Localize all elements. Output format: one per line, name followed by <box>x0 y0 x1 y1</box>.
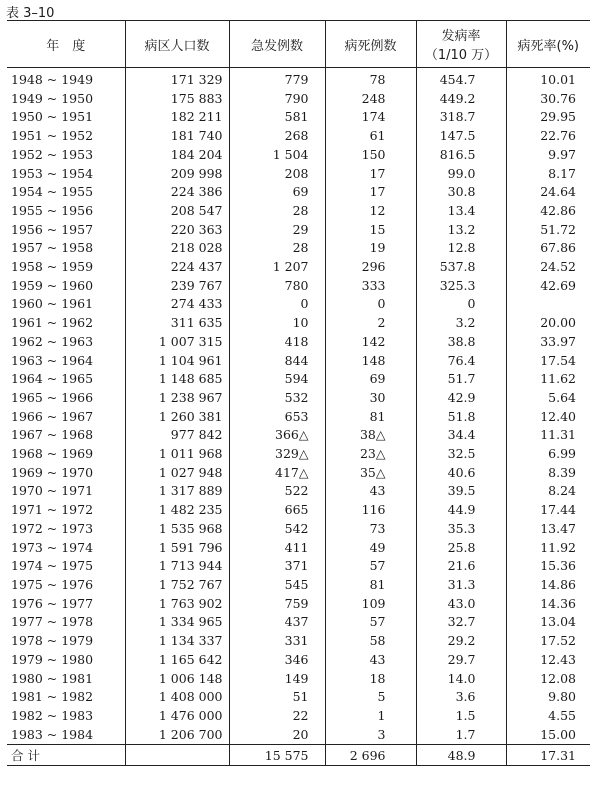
table-row <box>7 576 590 595</box>
table-row <box>7 632 590 651</box>
cell-fatality: 67.86 <box>506 239 590 258</box>
table-row <box>7 651 590 670</box>
cell-year: 1980 ~ 1981 <box>11 670 94 686</box>
cell-acute-cases: 10 <box>229 314 325 333</box>
cell-year: 1972 ~ 1973 <box>11 520 94 536</box>
cell-incidence: 38.8 <box>416 333 506 352</box>
cell-population: 182 211 <box>125 108 229 127</box>
cell-year: 1955 ~ 1956 <box>11 202 94 218</box>
cell-fatality: 51.72 <box>506 221 590 240</box>
cell-population: 1 482 235 <box>125 501 229 520</box>
cell-year: 1965 ~ 1966 <box>11 389 94 405</box>
cell-fatality: 20.00 <box>506 314 590 333</box>
cell-deaths: 12 <box>325 202 416 221</box>
cell-year: 1952 ~ 1953 <box>11 146 94 162</box>
cell-incidence: 76.4 <box>416 352 506 371</box>
total-population <box>125 745 229 766</box>
cell-incidence: 21.6 <box>416 557 506 576</box>
cell-acute-cases: 437 <box>229 613 325 632</box>
cell-population: 218 028 <box>125 239 229 258</box>
table-row <box>7 221 590 240</box>
cell-deaths: 116 <box>325 501 416 520</box>
cell-year: 1974 ~ 1975 <box>11 558 94 574</box>
cell-population: 1 535 968 <box>125 520 229 539</box>
cell-deaths: 17 <box>325 183 416 202</box>
cell-fatality: 14.36 <box>506 595 590 614</box>
total-label: 合 计 <box>7 745 125 766</box>
table-row <box>7 539 590 558</box>
table-row <box>7 445 590 464</box>
cell-population: 184 204 <box>125 146 229 165</box>
cell-deaths: 1 <box>325 707 416 726</box>
cell-incidence: 14.0 <box>416 670 506 689</box>
cell-fatality: 12.08 <box>506 670 590 689</box>
cell-acute-cases: 790 <box>229 90 325 109</box>
cell-acute-cases: 149 <box>229 670 325 689</box>
cell-year: 1967 ~ 1968 <box>11 427 94 443</box>
cell-incidence: 51.8 <box>416 408 506 427</box>
cell-fatality: 33.97 <box>506 333 590 352</box>
cell-deaths: 174 <box>325 108 416 127</box>
cell-incidence: 454.7 <box>416 68 506 90</box>
cell-population: 1 334 965 <box>125 613 229 632</box>
table-row <box>7 482 590 501</box>
cell-acute-cases: 653 <box>229 408 325 427</box>
cell-acute-cases: 28 <box>229 202 325 221</box>
cell-deaths: 81 <box>325 576 416 595</box>
cell-deaths: 18 <box>325 670 416 689</box>
table-row <box>7 314 590 333</box>
cell-incidence: 147.5 <box>416 127 506 146</box>
table-row <box>7 426 590 445</box>
cell-incidence: 29.7 <box>416 651 506 670</box>
cell-deaths: 333 <box>325 277 416 296</box>
cell-fatality: 30.76 <box>506 90 590 109</box>
cell-acute-cases: 329△ <box>229 445 325 464</box>
cell-population: 1 104 961 <box>125 352 229 371</box>
table-row <box>7 333 590 352</box>
cell-incidence: 1.7 <box>416 726 506 745</box>
cell-population: 224 437 <box>125 258 229 277</box>
cell-population: 1 165 642 <box>125 651 229 670</box>
cell-year: 1948 ~ 1949 <box>11 72 94 87</box>
table-row <box>7 726 590 745</box>
cell-population: 1 006 148 <box>125 670 229 689</box>
cell-population: 1 260 381 <box>125 408 229 427</box>
cell-year: 1954 ~ 1955 <box>11 184 94 200</box>
cell-year: 1962 ~ 1963 <box>11 333 94 349</box>
cell-year: 1978 ~ 1979 <box>11 633 94 649</box>
table-row <box>7 370 590 389</box>
cell-deaths: 78 <box>325 68 416 90</box>
cell-acute-cases: 545 <box>229 576 325 595</box>
cell-acute-cases: 366△ <box>229 426 325 445</box>
table-row <box>7 146 590 165</box>
cell-incidence: 13.2 <box>416 221 506 240</box>
cell-acute-cases: 28 <box>229 239 325 258</box>
total-acute-cases: 15 575 <box>229 745 325 766</box>
cell-year: 1966 ~ 1967 <box>11 408 94 424</box>
disease-statistics-table <box>7 20 590 766</box>
total-fatality: 17.31 <box>506 745 590 766</box>
cell-year: 1970 ~ 1971 <box>11 483 94 499</box>
cell-population: 1 713 944 <box>125 557 229 576</box>
cell-fatality: 11.62 <box>506 370 590 389</box>
cell-population: 1 134 337 <box>125 632 229 651</box>
cell-fatality: 15.36 <box>506 557 590 576</box>
cell-incidence: 51.7 <box>416 370 506 389</box>
table-row <box>7 557 590 576</box>
cell-fatality: 24.64 <box>506 183 590 202</box>
cell-incidence: 29.2 <box>416 632 506 651</box>
table-row <box>7 258 590 277</box>
cell-acute-cases: 51 <box>229 688 325 707</box>
cell-incidence: 3.2 <box>416 314 506 333</box>
cell-fatality: 13.47 <box>506 520 590 539</box>
cell-population: 239 767 <box>125 277 229 296</box>
cell-year: 1953 ~ 1954 <box>11 165 94 181</box>
cell-incidence: 13.4 <box>416 202 506 221</box>
cell-deaths: 61 <box>325 127 416 146</box>
cell-incidence: 1.5 <box>416 707 506 726</box>
cell-acute-cases: 29 <box>229 221 325 240</box>
cell-deaths: 49 <box>325 539 416 558</box>
cell-year: 1983 ~ 1984 <box>11 726 94 742</box>
cell-incidence: 35.3 <box>416 520 506 539</box>
cell-population: 209 998 <box>125 165 229 184</box>
cell-deaths: 15 <box>325 221 416 240</box>
cell-population: 1 238 967 <box>125 389 229 408</box>
table-caption: 表 3–10 <box>6 6 55 21</box>
cell-incidence: 34.4 <box>416 426 506 445</box>
header-population: 病区人口数 <box>125 21 229 68</box>
table-row <box>7 688 590 707</box>
cell-population: 977 842 <box>125 426 229 445</box>
table-row <box>7 165 590 184</box>
cell-incidence: 0 <box>416 295 506 314</box>
table-row <box>7 464 590 483</box>
cell-incidence: 99.0 <box>416 165 506 184</box>
table-row <box>7 183 590 202</box>
cell-deaths: 73 <box>325 520 416 539</box>
table-row <box>7 127 590 146</box>
cell-fatality: 14.86 <box>506 576 590 595</box>
cell-fatality: 8.24 <box>506 482 590 501</box>
cell-incidence: 40.6 <box>416 464 506 483</box>
header-acute-cases: 急发例数 <box>229 21 325 68</box>
cell-incidence: 537.8 <box>416 258 506 277</box>
cell-fatality: 42.86 <box>506 202 590 221</box>
cell-deaths: 58 <box>325 632 416 651</box>
cell-population: 1 206 700 <box>125 726 229 745</box>
cell-fatality: 12.43 <box>506 651 590 670</box>
table-row <box>7 202 590 221</box>
cell-acute-cases: 844 <box>229 352 325 371</box>
cell-deaths: 38△ <box>325 426 416 445</box>
cell-population: 311 635 <box>125 314 229 333</box>
cell-deaths: 150 <box>325 146 416 165</box>
cell-incidence: 325.3 <box>416 277 506 296</box>
cell-deaths: 109 <box>325 595 416 614</box>
cell-deaths: 2 <box>325 314 416 333</box>
cell-year: 1971 ~ 1972 <box>11 502 94 518</box>
table-row <box>7 108 590 127</box>
table-header <box>7 21 590 68</box>
cell-year: 1977 ~ 1978 <box>11 614 94 630</box>
header-fatality: 病死率(%) <box>506 21 590 68</box>
cell-population: 1 007 315 <box>125 333 229 352</box>
cell-fatality: 15.00 <box>506 726 590 745</box>
table-footer <box>7 745 590 766</box>
cell-population: 1 027 948 <box>125 464 229 483</box>
cell-fatality: 17.52 <box>506 632 590 651</box>
cell-year: 1960 ~ 1961 <box>11 296 94 312</box>
cell-population: 175 883 <box>125 90 229 109</box>
cell-year: 1975 ~ 1976 <box>11 576 94 592</box>
cell-deaths: 296 <box>325 258 416 277</box>
cell-year: 1973 ~ 1974 <box>11 539 94 555</box>
cell-acute-cases: 371 <box>229 557 325 576</box>
cell-fatality: 12.40 <box>506 408 590 427</box>
cell-year: 1951 ~ 1952 <box>11 128 94 144</box>
cell-acute-cases: 268 <box>229 127 325 146</box>
cell-acute-cases: 0 <box>229 295 325 314</box>
cell-fatality: 24.52 <box>506 258 590 277</box>
cell-year: 1957 ~ 1958 <box>11 240 94 256</box>
cell-incidence: 816.5 <box>416 146 506 165</box>
table-row <box>7 68 590 90</box>
table-row <box>7 408 590 427</box>
cell-acute-cases: 780 <box>229 277 325 296</box>
cell-year: 1968 ~ 1969 <box>11 446 94 462</box>
header-deaths: 病死例数 <box>325 21 416 68</box>
cell-acute-cases: 581 <box>229 108 325 127</box>
cell-fatality: 17.44 <box>506 501 590 520</box>
cell-incidence: 44.9 <box>416 501 506 520</box>
header-incidence <box>416 21 506 68</box>
cell-acute-cases: 22 <box>229 707 325 726</box>
cell-acute-cases: 532 <box>229 389 325 408</box>
cell-acute-cases: 208 <box>229 165 325 184</box>
cell-deaths: 17 <box>325 165 416 184</box>
cell-deaths: 43 <box>325 482 416 501</box>
total-deaths: 2 696 <box>325 745 416 766</box>
cell-population: 1 476 000 <box>125 707 229 726</box>
cell-fatality: 17.54 <box>506 352 590 371</box>
cell-acute-cases: 594 <box>229 370 325 389</box>
cell-incidence: 32.5 <box>416 445 506 464</box>
cell-population: 1 317 889 <box>125 482 229 501</box>
cell-incidence: 12.8 <box>416 239 506 258</box>
cell-incidence: 3.6 <box>416 688 506 707</box>
cell-incidence: 318.7 <box>416 108 506 127</box>
table-row <box>7 277 590 296</box>
cell-acute-cases: 522 <box>229 482 325 501</box>
cell-deaths: 5 <box>325 688 416 707</box>
cell-fatality: 11.31 <box>506 426 590 445</box>
cell-year: 1982 ~ 1983 <box>11 707 94 723</box>
cell-fatality: 5.64 <box>506 389 590 408</box>
cell-year: 1963 ~ 1964 <box>11 352 94 368</box>
cell-incidence: 32.7 <box>416 613 506 632</box>
cell-fatality: 4.55 <box>506 707 590 726</box>
cell-incidence: 449.2 <box>416 90 506 109</box>
cell-population: 1 408 000 <box>125 688 229 707</box>
cell-incidence: 42.9 <box>416 389 506 408</box>
cell-fatality: 22.76 <box>506 127 590 146</box>
table-row <box>7 595 590 614</box>
table-row <box>7 389 590 408</box>
cell-fatality: 29.95 <box>506 108 590 127</box>
cell-deaths: 57 <box>325 557 416 576</box>
cell-deaths: 43 <box>325 651 416 670</box>
cell-fatality: 13.04 <box>506 613 590 632</box>
cell-acute-cases: 417△ <box>229 464 325 483</box>
header-incidence-line2: （1/10 万） <box>424 48 498 63</box>
cell-acute-cases: 331 <box>229 632 325 651</box>
cell-acute-cases: 542 <box>229 520 325 539</box>
cell-acute-cases: 69 <box>229 183 325 202</box>
table-row <box>7 670 590 689</box>
table-row <box>7 90 590 109</box>
cell-acute-cases: 20 <box>229 726 325 745</box>
cell-deaths: 142 <box>325 333 416 352</box>
cell-year: 1959 ~ 1960 <box>11 277 94 293</box>
cell-deaths: 0 <box>325 295 416 314</box>
table-row <box>7 352 590 371</box>
cell-incidence: 39.5 <box>416 482 506 501</box>
cell-fatality: 8.39 <box>506 464 590 483</box>
table-row <box>7 707 590 726</box>
cell-population: 1 752 767 <box>125 576 229 595</box>
cell-year: 1964 ~ 1965 <box>11 371 94 387</box>
cell-fatality: 9.97 <box>506 146 590 165</box>
table-row <box>7 295 590 314</box>
cell-deaths: 23△ <box>325 445 416 464</box>
cell-acute-cases: 779 <box>229 68 325 90</box>
total-incidence: 48.9 <box>416 745 506 766</box>
cell-year: 1956 ~ 1957 <box>11 221 94 237</box>
header-year: 年 度 <box>7 21 125 68</box>
cell-year: 1981 ~ 1982 <box>11 689 94 705</box>
cell-fatality: 6.99 <box>506 445 590 464</box>
table-row <box>7 239 590 258</box>
cell-fatality: 10.01 <box>506 68 590 90</box>
cell-deaths: 148 <box>325 352 416 371</box>
cell-year: 1976 ~ 1977 <box>11 595 94 611</box>
cell-deaths: 69 <box>325 370 416 389</box>
cell-deaths: 248 <box>325 90 416 109</box>
cell-acute-cases: 346 <box>229 651 325 670</box>
table-row <box>7 613 590 632</box>
cell-incidence: 31.3 <box>416 576 506 595</box>
cell-population: 224 386 <box>125 183 229 202</box>
cell-acute-cases: 1 207 <box>229 258 325 277</box>
cell-fatality <box>506 295 590 314</box>
cell-population: 171 329 <box>125 68 229 90</box>
cell-fatality: 9.80 <box>506 688 590 707</box>
cell-year: 1961 ~ 1962 <box>11 315 94 331</box>
cell-fatality: 11.92 <box>506 539 590 558</box>
header-incidence-line1: 发病率 <box>441 29 481 44</box>
cell-population: 208 547 <box>125 202 229 221</box>
cell-incidence: 43.0 <box>416 595 506 614</box>
cell-population: 181 740 <box>125 127 229 146</box>
cell-deaths: 3 <box>325 726 416 745</box>
cell-population: 274 433 <box>125 295 229 314</box>
table-row <box>7 501 590 520</box>
cell-population: 1 591 796 <box>125 539 229 558</box>
cell-deaths: 30 <box>325 389 416 408</box>
cell-acute-cases: 1 504 <box>229 146 325 165</box>
cell-fatality: 8.17 <box>506 165 590 184</box>
cell-year: 1950 ~ 1951 <box>11 109 94 125</box>
cell-population: 1 011 968 <box>125 445 229 464</box>
cell-population: 220 363 <box>125 221 229 240</box>
cell-incidence: 30.8 <box>416 183 506 202</box>
cell-deaths: 81 <box>325 408 416 427</box>
table-row <box>7 520 590 539</box>
cell-year: 1958 ~ 1959 <box>11 259 94 275</box>
cell-deaths: 35△ <box>325 464 416 483</box>
cell-year: 1969 ~ 1970 <box>11 464 94 480</box>
cell-population: 1 763 902 <box>125 595 229 614</box>
cell-acute-cases: 418 <box>229 333 325 352</box>
cell-deaths: 19 <box>325 239 416 258</box>
total-row <box>7 745 590 766</box>
cell-population: 1 148 685 <box>125 370 229 389</box>
table-body <box>7 68 590 745</box>
cell-acute-cases: 411 <box>229 539 325 558</box>
cell-year: 1949 ~ 1950 <box>11 90 94 106</box>
cell-year: 1979 ~ 1980 <box>11 651 94 667</box>
cell-acute-cases: 759 <box>229 595 325 614</box>
cell-incidence: 25.8 <box>416 539 506 558</box>
cell-acute-cases: 665 <box>229 501 325 520</box>
cell-deaths: 57 <box>325 613 416 632</box>
cell-fatality: 42.69 <box>506 277 590 296</box>
